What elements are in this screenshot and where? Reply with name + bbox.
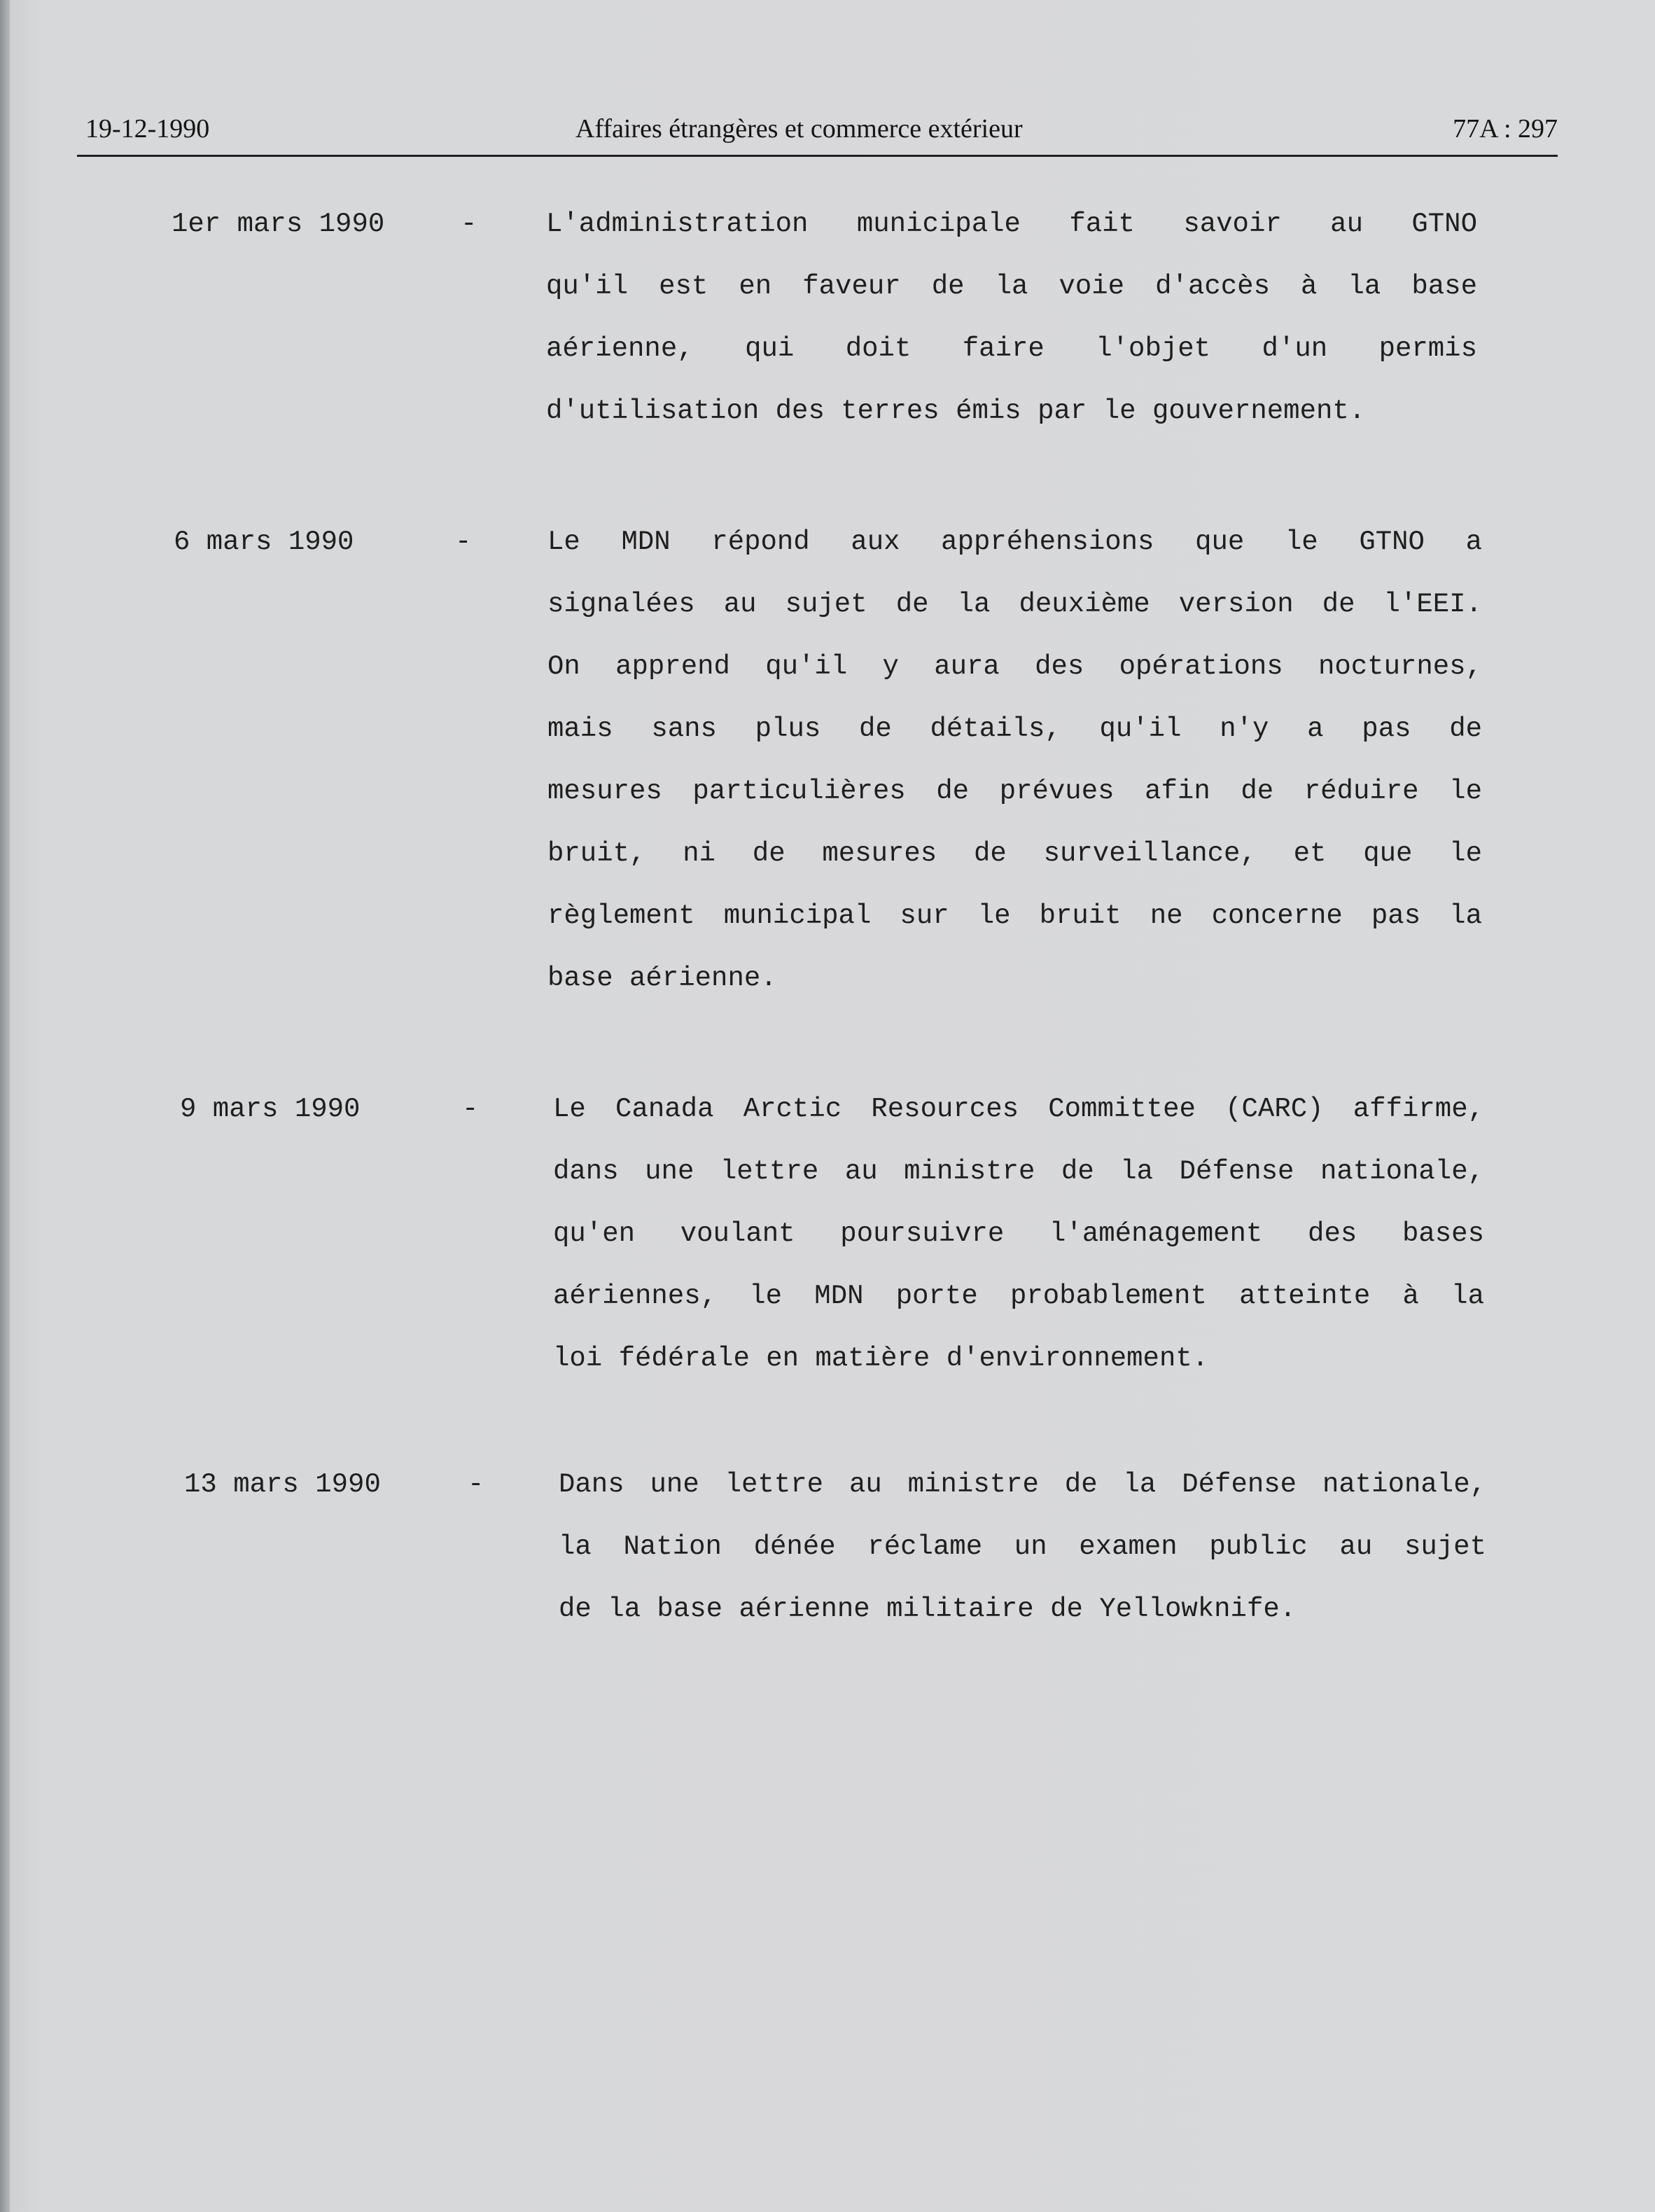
entry-line: loi fédérale en matière d'environnement.: [553, 1343, 1209, 1374]
entry-dash: -: [461, 209, 477, 239]
page-header: [77, 105, 1558, 161]
entry-dash: -: [462, 1094, 479, 1125]
entry-dash: -: [455, 527, 472, 557]
entry-line: de la base aérienne militaire de Yellowknife.: [559, 1594, 1297, 1625]
entry-line: aérienne, qui doit faire l'objet d'un permis: [546, 333, 1477, 364]
entry-dash: -: [468, 1469, 484, 1500]
entry-line: Le MDN répond aux appréhensions que le GTNO a: [547, 527, 1482, 557]
header-title: Affaires étrangères et commerce extérieur: [575, 114, 1023, 144]
entry-line: dans une lettre au ministre de la Défense nationale,: [553, 1156, 1484, 1187]
entry-date: 9 mars 1990: [180, 1094, 361, 1125]
entry-line: On apprend qu'il y aura des opérations nocturnes,: [547, 651, 1482, 682]
entry-line: la Nation dénée réclame un examen public au sujet: [559, 1531, 1486, 1562]
entry-line: règlement municipal sur le bruit ne concerne pas la: [547, 900, 1482, 931]
header-date: 19-12-1990: [85, 114, 210, 144]
entry-line: base aérienne.: [547, 963, 777, 994]
entry-date: 13 mars 1990: [184, 1469, 381, 1500]
entry-line: d'utilisation des terres émis par le gouvernement.: [546, 396, 1366, 426]
entry-text: [546, 193, 1477, 443]
entry-date: 1er mars 1990: [172, 209, 385, 239]
entry-line: Le Canada Arctic Resources Committee (CARC) affirme,: [553, 1094, 1484, 1125]
entry-text: [547, 511, 1482, 1010]
header-page-ref: 77A : 297: [1453, 114, 1558, 144]
entry-line: L'administration municipale fait savoir au GTNO: [546, 209, 1477, 239]
entry-date: 6 mars 1990: [174, 527, 354, 557]
page-edge-shadow: [0, 0, 10, 2212]
entry-line: mesures particulières de prévues afin de réduire le: [547, 776, 1482, 807]
entry-line: aériennes, le MDN porte probablement atteinte à la: [553, 1281, 1484, 1312]
entry-text: [559, 1454, 1486, 1641]
entry-line: signalées au sujet de la deuxième version de l'EEI.: [547, 589, 1482, 620]
entry-line: qu'il est en faveur de la voie d'accès à la base: [546, 271, 1477, 302]
entry-line: mais sans plus de détails, qu'il n'y a pas de: [547, 714, 1482, 744]
entry-line: qu'en voulant poursuivre l'aménagement des bases: [553, 1218, 1484, 1249]
entry-line: Dans une lettre au ministre de la Défense nationale,: [559, 1469, 1486, 1500]
header-rule: [77, 155, 1558, 157]
entry-text: [553, 1078, 1484, 1390]
entry-line: bruit, ni de mesures de surveillance, et que le: [547, 838, 1482, 869]
